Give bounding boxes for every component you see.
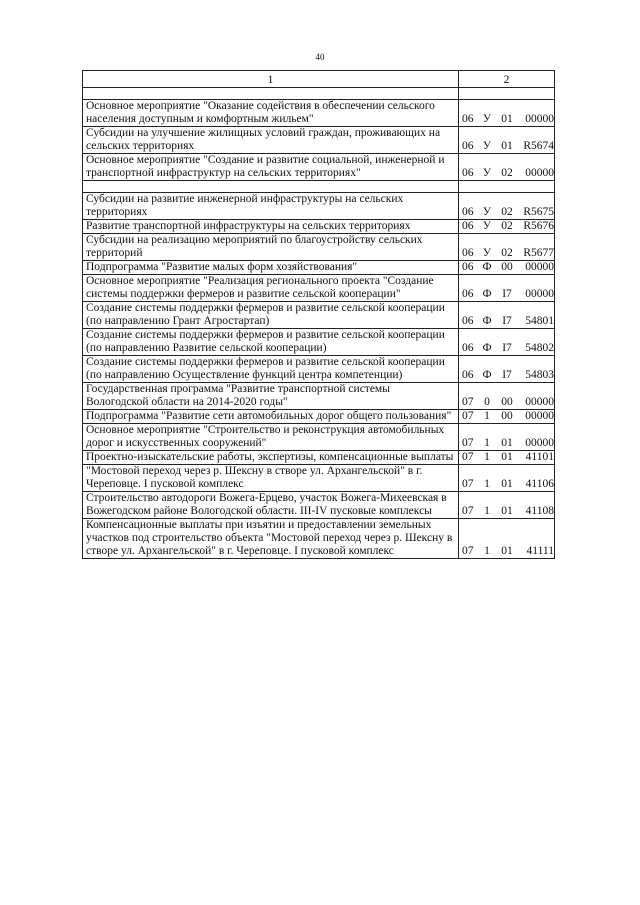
row-code-cell xyxy=(459,356,555,383)
code-part-2: 1 xyxy=(484,478,490,490)
code-part-1: 06 xyxy=(462,247,474,259)
code-part-2: У xyxy=(482,206,492,218)
table-row xyxy=(83,193,555,220)
row-name-cell: Основное мероприятие "Реализация регионального проекта "Создание системы поддержки фермеров и развитие сельской кооперации" xyxy=(83,275,459,302)
code-part-2: 1 xyxy=(484,437,490,449)
code-part-4: R5677 xyxy=(523,247,554,259)
code-part-1: 06 xyxy=(462,140,474,152)
row-code-cell xyxy=(459,302,555,329)
table-row xyxy=(83,302,555,329)
header-col-1: 1 xyxy=(83,71,459,88)
code-part-3: 00 xyxy=(501,261,513,273)
table-row xyxy=(83,127,555,154)
row-name-cell: Проектно-изыскательские работы, экспертизы, компенсационные выплаты xyxy=(83,451,459,465)
row-name-cell: Развитие транспортной инфраструктуры на сельских территориях xyxy=(83,220,459,234)
row-name-cell: "Мостовой переход через р. Шексну в створе ул. Архангельской" в г. Череповце. I пусковой комплекс xyxy=(83,465,459,492)
code-part-1: 06 xyxy=(462,220,474,232)
code-part-4: 00000 xyxy=(525,167,554,179)
code-part-1: 06 xyxy=(462,315,474,327)
spacer-cell xyxy=(459,88,555,100)
row-code-cell xyxy=(459,465,555,492)
code-part-4: 41106 xyxy=(525,478,554,490)
code-part-3: 01 xyxy=(501,140,513,152)
code-part-2: Ф xyxy=(482,315,492,327)
code-part-2: 1 xyxy=(484,545,490,557)
code-part-2: У xyxy=(482,113,492,125)
code-part-2: У xyxy=(482,140,492,152)
row-name-cell: Компенсационные выплаты при изъятии и предоставлении земельных участков под строительство объекта "Мостовой переход через р. Шексну в створе ул. Архангельской" в г. Череповце. I пусковой комплекс xyxy=(83,519,459,559)
table-row xyxy=(83,451,555,465)
code-part-3: 01 xyxy=(501,478,513,490)
code-part-2: Ф xyxy=(482,369,492,381)
row-code-cell xyxy=(459,100,555,127)
code-part-2: 0 xyxy=(484,396,490,408)
row-name-cell: Субсидии на реализацию мероприятий по благоустройству сельских территорий xyxy=(83,234,459,261)
code-part-3: I7 xyxy=(502,369,512,381)
row-name-cell: Строительство автодороги Вожега-Ерцево, участок Вожега-Михеевская в Вожегодском районе Вологодской области. III-IV пусковые комплексы xyxy=(83,492,459,519)
row-name-cell: Подпрограмма "Развитие малых форм хозяйствования" xyxy=(83,261,459,275)
row-name-cell: Подпрограмма "Развитие сети автомобильных дорог общего пользования" xyxy=(83,410,459,424)
code-part-2: Ф xyxy=(482,261,492,273)
code-part-4: 00000 xyxy=(525,396,554,408)
code-part-1: 07 xyxy=(462,451,474,463)
code-part-1: 07 xyxy=(462,545,474,557)
table-row xyxy=(83,465,555,492)
code-part-2: 1 xyxy=(484,451,490,463)
code-part-4: 00000 xyxy=(525,288,554,300)
row-code-cell xyxy=(459,451,555,465)
table-row xyxy=(83,100,555,127)
code-part-2: 1 xyxy=(484,505,490,517)
row-code-cell xyxy=(459,519,555,559)
code-part-4: 41111 xyxy=(526,545,554,557)
spacer-row xyxy=(83,181,555,193)
code-part-4: 00000 xyxy=(525,261,554,273)
budget-classification-table xyxy=(82,70,555,559)
row-code-cell xyxy=(459,220,555,234)
code-part-2: У xyxy=(482,247,492,259)
row-code-cell xyxy=(459,234,555,261)
code-part-1: 07 xyxy=(462,396,474,408)
row-code-cell xyxy=(459,383,555,410)
table-row xyxy=(83,383,555,410)
code-part-1: 06 xyxy=(462,113,474,125)
row-code-cell xyxy=(459,492,555,519)
code-part-2: 1 xyxy=(484,410,490,422)
code-part-4: 00000 xyxy=(525,437,554,449)
row-code-cell xyxy=(459,424,555,451)
code-part-3: 01 xyxy=(501,451,513,463)
row-name-cell: Основное мероприятие "Оказание содействия в обеспечении сельского населения доступным и комфортным жильем" xyxy=(83,100,459,127)
table-row xyxy=(83,275,555,302)
row-name-cell: Субсидии на развитие инженерной инфраструктуры на сельских территориях xyxy=(83,193,459,220)
code-part-4: 00000 xyxy=(525,113,554,125)
row-code-cell xyxy=(459,154,555,181)
code-part-2: У xyxy=(482,167,492,179)
code-part-4: R5676 xyxy=(523,220,554,232)
code-part-3: 00 xyxy=(501,396,513,408)
table-row xyxy=(83,261,555,275)
spacer-row xyxy=(83,88,555,100)
code-part-4: 54801 xyxy=(525,315,554,327)
table-row xyxy=(83,492,555,519)
code-part-3: 02 xyxy=(501,220,513,232)
code-part-4: R5675 xyxy=(523,206,554,218)
code-part-4: 00000 xyxy=(525,410,554,422)
page-number: 40 xyxy=(315,52,325,62)
code-part-3: I7 xyxy=(502,288,512,300)
code-part-1: 07 xyxy=(462,437,474,449)
code-part-3: 01 xyxy=(501,545,513,557)
row-name-cell: Субсидии на улучшение жилищных условий граждан, проживающих на сельских территориях xyxy=(83,127,459,154)
code-part-4: 41101 xyxy=(525,451,554,463)
code-part-1: 07 xyxy=(462,410,474,422)
code-part-4: R5674 xyxy=(523,140,554,152)
table-row xyxy=(83,410,555,424)
row-code-cell xyxy=(459,275,555,302)
code-part-4: 54803 xyxy=(525,369,554,381)
code-part-1: 06 xyxy=(462,369,474,381)
code-part-2: Ф xyxy=(482,342,492,354)
code-part-3: I7 xyxy=(502,315,512,327)
table-row xyxy=(83,234,555,261)
code-part-3: I7 xyxy=(502,342,512,354)
spacer-cell xyxy=(83,88,459,100)
code-part-2: У xyxy=(482,220,492,232)
table-row xyxy=(83,519,555,559)
spacer-cell xyxy=(459,181,555,193)
row-code-cell xyxy=(459,127,555,154)
row-name-cell: Государственная программа "Развитие транспортной системы Вологодской области на 2014-2020 годы" xyxy=(83,383,459,410)
table-row xyxy=(83,154,555,181)
row-code-cell xyxy=(459,329,555,356)
header-col-2: 2 xyxy=(459,71,555,88)
table-header-row xyxy=(83,71,555,88)
code-part-3: 01 xyxy=(501,505,513,517)
row-name-cell: Создание системы поддержки фермеров и развитие сельской кооперации (по направлению Развитие сельской кооперации) xyxy=(83,329,459,356)
code-part-1: 07 xyxy=(462,478,474,490)
code-part-4: 41108 xyxy=(525,505,554,517)
table-row xyxy=(83,329,555,356)
code-part-1: 06 xyxy=(462,167,474,179)
row-name-cell: Создание системы поддержки фермеров и развитие сельской кооперации (по направлению Осуществление функций центра компетенции) xyxy=(83,356,459,383)
code-part-1: 06 xyxy=(462,261,474,273)
table-row xyxy=(83,424,555,451)
code-part-1: 06 xyxy=(462,342,474,354)
code-part-3: 00 xyxy=(501,410,513,422)
code-part-3: 02 xyxy=(501,206,513,218)
row-code-cell xyxy=(459,410,555,424)
code-part-3: 01 xyxy=(501,437,513,449)
table-row xyxy=(83,356,555,383)
code-part-1: 06 xyxy=(462,288,474,300)
row-name-cell: Основное мероприятие "Строительство и реконструкция автомобильных дорог и искусственных сооружений" xyxy=(83,424,459,451)
spacer-cell xyxy=(83,181,459,193)
table-row xyxy=(83,220,555,234)
row-code-cell xyxy=(459,261,555,275)
row-code-cell xyxy=(459,193,555,220)
row-name-cell: Создание системы поддержки фермеров и развитие сельской кооперации (по направлению Грант Агростартап) xyxy=(83,302,459,329)
table-body xyxy=(83,88,555,559)
code-part-2: Ф xyxy=(482,288,492,300)
code-part-1: 06 xyxy=(462,206,474,218)
code-part-3: 02 xyxy=(501,247,513,259)
row-name-cell: Основное мероприятие "Создание и развитие социальной, инженерной и транспортной инфраструктур на сельских территориях" xyxy=(83,154,459,181)
code-part-1: 07 xyxy=(462,505,474,517)
code-part-3: 01 xyxy=(501,113,513,125)
code-part-4: 54802 xyxy=(525,342,554,354)
code-part-3: 02 xyxy=(501,167,513,179)
